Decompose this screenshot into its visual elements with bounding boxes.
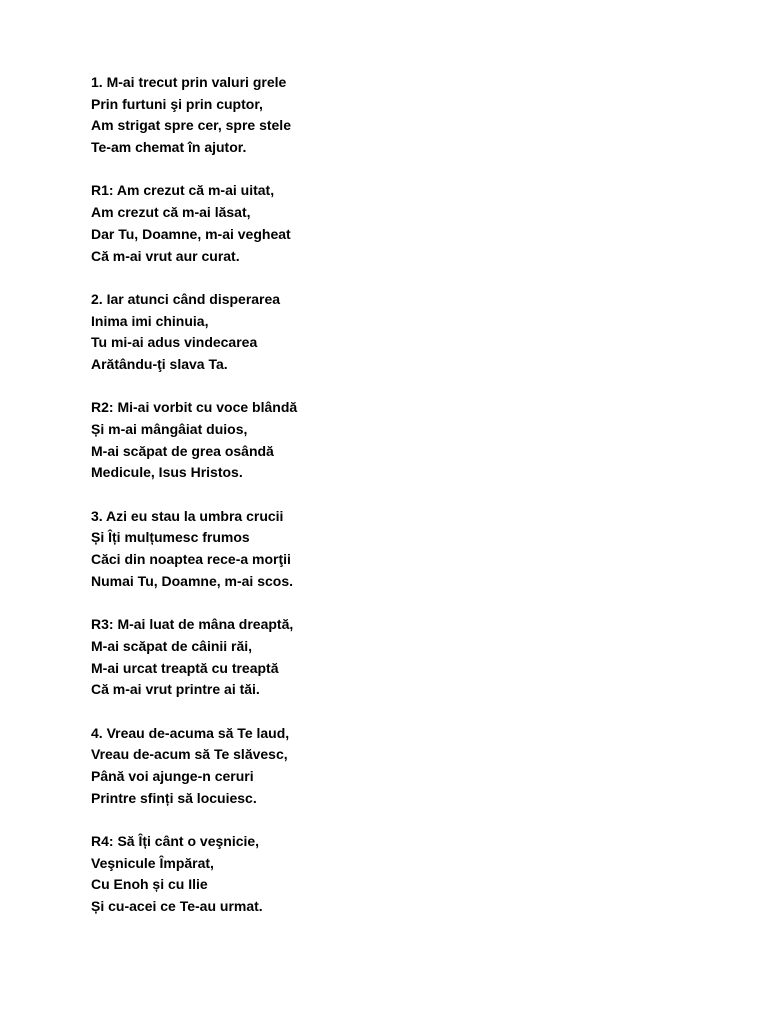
lyric-line: 4. Vreau de-acuma să Te laud, [91,724,290,741]
stanza [91,289,691,376]
lyric-line: Am strigat spre cer, spre stele [91,117,291,134]
lyric-line: 3. Azi eu stau la umbra crucii [91,507,284,524]
lyric-line: Veşnicule Împărat, [91,854,214,871]
stanza [91,506,691,593]
lyric-line: Căci din noaptea rece-a morţii [91,551,291,568]
lyric-line: R4: Să Îți cânt o veşnicie, [91,833,260,850]
lyric-line: Până voi ajunge-n ceruri [91,768,254,784]
lyric-line: Am crezut că m-ai lăsat, [91,204,251,221]
lyric-line: Cu Enoh și cu Ilie [91,876,208,893]
lyric-line: R3: M-ai luat de mâna dreaptă, [91,616,294,633]
lyric-line: R2: Mi-ai vorbit cu voce blândă [91,399,298,416]
lyric-line: Prin furtuni şi prin cuptor, [91,95,263,112]
lyric-line: 1. M-ai trecut prin valuri grele [91,74,287,90]
lyric-line: Inima imi chinuia, [91,312,209,329]
stanza [91,397,691,484]
lyric-line: Că m-ai vrut printre ai tăi. [91,681,260,698]
lyric-line: Te-am chemat în ajutor. [91,139,247,156]
lyric-line: Și Îți mulțumesc frumos [91,529,250,546]
lyric-line: Și m-ai mângâiat duios, [91,421,248,437]
lyric-line: M-ai urcat treaptă cu treaptă [91,659,279,676]
lyric-line: Vreau de-acum să Te slăvesc, [91,746,288,763]
stanza [91,72,691,159]
lyric-line: Medicule, Isus Hristos. [91,464,243,481]
lyric-line: Că m-ai vrut aur curat. [91,247,240,264]
stanza [91,180,691,267]
lyric-line: Tu mi-ai adus vindecarea [91,334,258,351]
lyric-line: Printre sfinți să locuiesc. [91,789,257,806]
lyric-line: R1: Am crezut că m-ai uitat, [91,182,275,199]
lyric-line: Numai Tu, Doamne, m-ai scos. [91,572,294,589]
stanza [91,723,691,810]
lyric-line: Dar Tu, Doamne, m-ai vegheat [91,225,291,242]
stanza [91,831,691,918]
lyrics-text [91,72,691,940]
stanza [91,614,691,701]
lyric-line: M-ai scăpat de grea osândă [91,442,274,459]
lyric-line: Arătându-ţi slava Ta. [91,355,228,372]
lyric-line: M-ai scăpat de câinii răi, [91,637,253,654]
lyric-line: Și cu-acei ce Te-au urmat. [91,898,263,915]
lyric-line: 2. Iar atunci când disperarea [91,290,281,307]
